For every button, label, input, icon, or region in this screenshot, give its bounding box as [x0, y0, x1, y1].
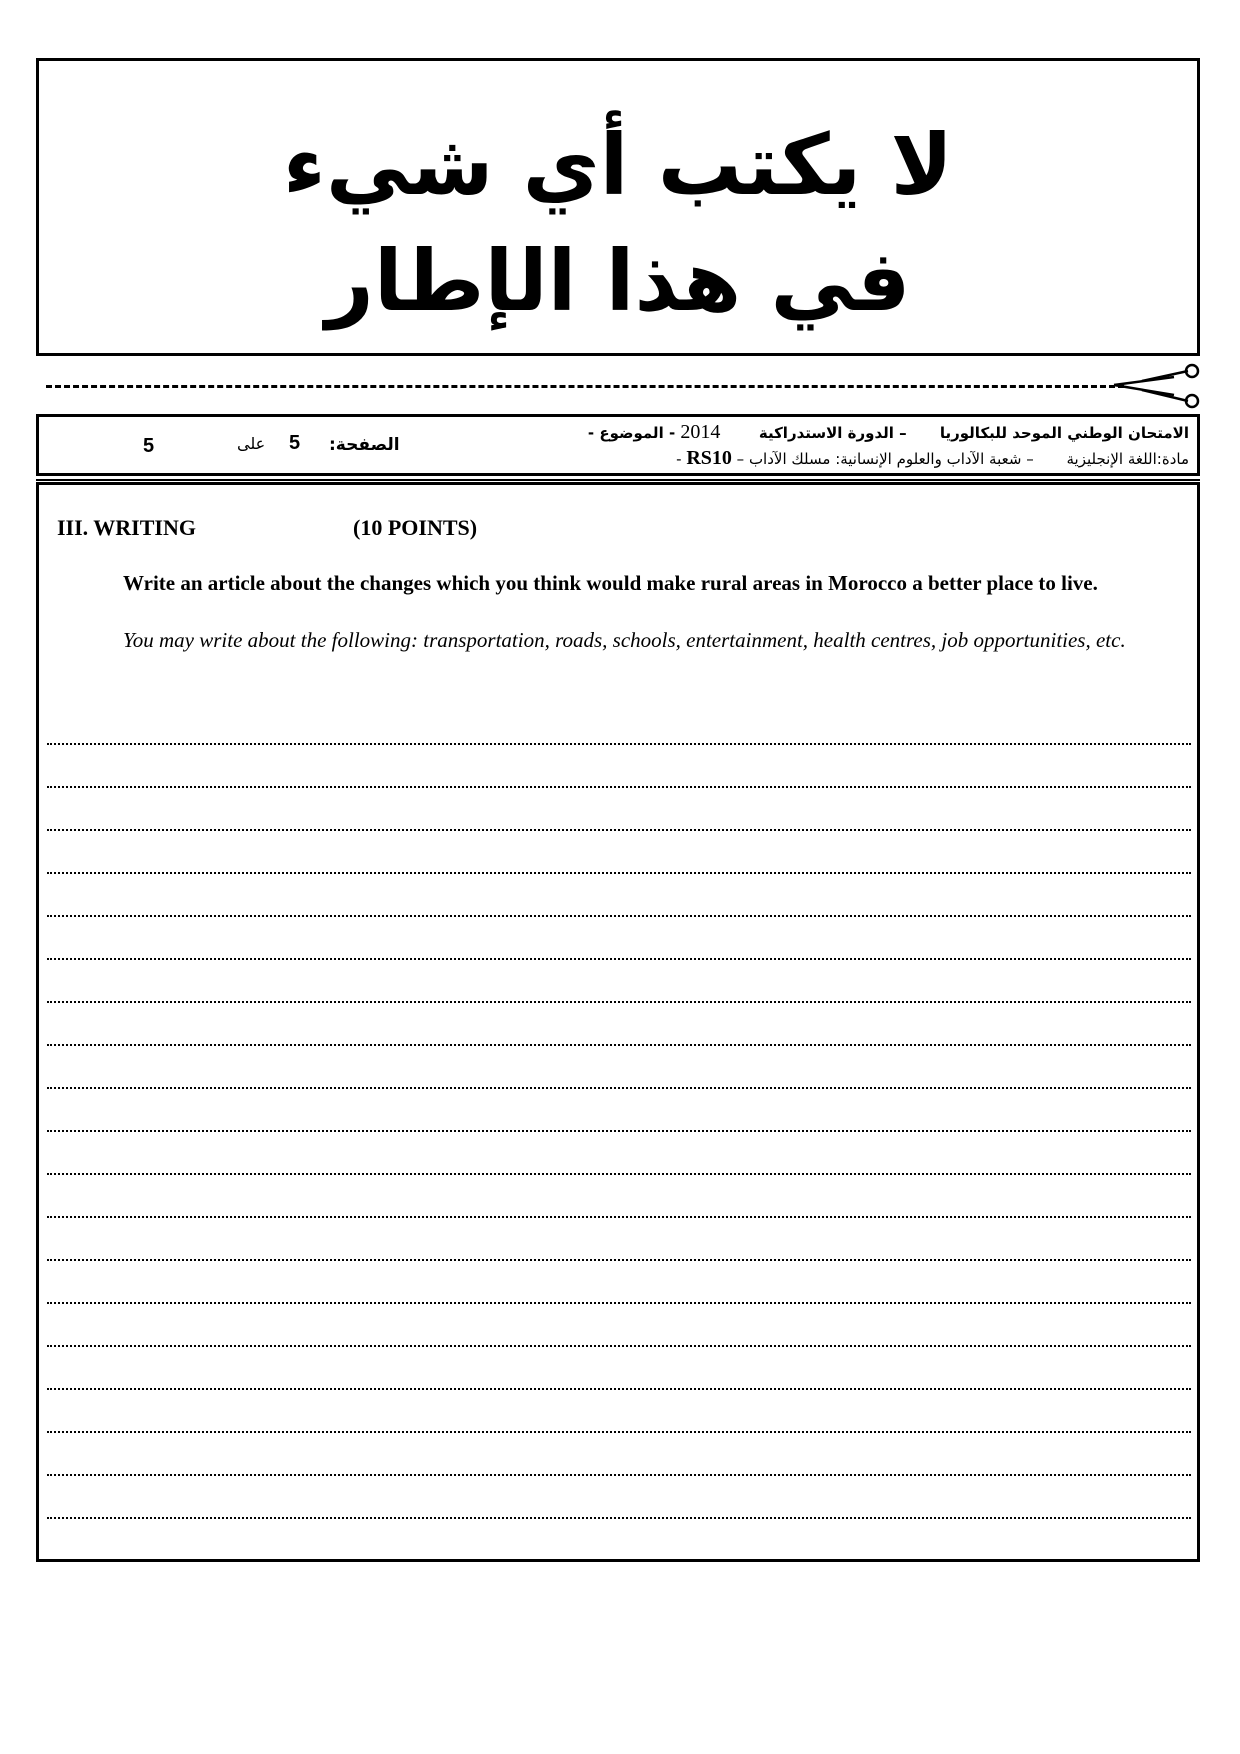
- section-points: (10 POINTS): [353, 515, 478, 540]
- answer-line[interactable]: [47, 960, 1191, 1003]
- answer-line[interactable]: [47, 1433, 1191, 1476]
- answer-line[interactable]: [47, 1046, 1191, 1089]
- section-title: III. WRITING: [57, 515, 196, 540]
- page-of-label: على: [237, 434, 266, 453]
- page-label: الصفحة:: [329, 435, 400, 455]
- answer-line[interactable]: [47, 1347, 1191, 1390]
- answer-line[interactable]: [47, 702, 1191, 745]
- warning-line-2: في هذا الإطار: [325, 232, 911, 330]
- exam-code: RS10: [686, 447, 732, 469]
- exam-year: 2014: [680, 421, 721, 443]
- exam-info-line: الامتحان الوطني الموحد للبكالوريا – الدورة الاستدراكية 2014 - الموضوع -: [587, 421, 1189, 443]
- answer-line[interactable]: [47, 1390, 1191, 1433]
- exam-session: الدورة الاستدراكية: [758, 424, 894, 442]
- answer-line[interactable]: [47, 1089, 1191, 1132]
- writing-section: [36, 482, 1200, 1562]
- exam-stream: شعبة الآداب والعلوم الإنسانية: مسلك الآداب: [748, 450, 1022, 468]
- answer-line[interactable]: [47, 1003, 1191, 1046]
- answer-line[interactable]: [47, 788, 1191, 831]
- exam-name: الامتحان الوطني الموحد للبكالوريا: [939, 424, 1189, 442]
- subject-info-line: مادة:اللغة الإنجليزية – شعبة الآداب والعلوم الإنسانية: مسلك الآداب – RS10 -: [676, 447, 1189, 469]
- total-pages: 5: [143, 435, 155, 457]
- exam-subject: مادة:اللغة الإنجليزية: [1066, 450, 1189, 468]
- exam-topic: الموضوع: [599, 424, 664, 442]
- answer-line[interactable]: [47, 1519, 1191, 1562]
- answer-line[interactable]: [47, 1175, 1191, 1218]
- answer-line[interactable]: [47, 917, 1191, 960]
- page-number: 5: [289, 432, 301, 454]
- scissors-icon: [1112, 363, 1202, 409]
- warning-line-1: لا يكتب أي شيء: [282, 116, 954, 214]
- answer-line[interactable]: [47, 745, 1191, 788]
- writing-prompt: Write an article about the changes which you think would make rural areas in Morocco a better place to live.: [123, 571, 1098, 595]
- answer-line[interactable]: [47, 1476, 1191, 1519]
- exam-header: [36, 414, 1200, 476]
- do-not-write-frame: [36, 58, 1200, 356]
- answer-line[interactable]: [47, 1132, 1191, 1175]
- writing-hint: You may write about the following: transportation, roads, schools, entertainment, health centres, job opportunities, etc.: [123, 628, 1126, 652]
- answer-line[interactable]: [47, 1304, 1191, 1347]
- cut-line: [46, 385, 1124, 388]
- answer-lines[interactable]: [47, 702, 1191, 1562]
- answer-line[interactable]: [47, 874, 1191, 917]
- answer-line[interactable]: [47, 831, 1191, 874]
- answer-line[interactable]: [47, 1218, 1191, 1261]
- answer-line[interactable]: [47, 1261, 1191, 1304]
